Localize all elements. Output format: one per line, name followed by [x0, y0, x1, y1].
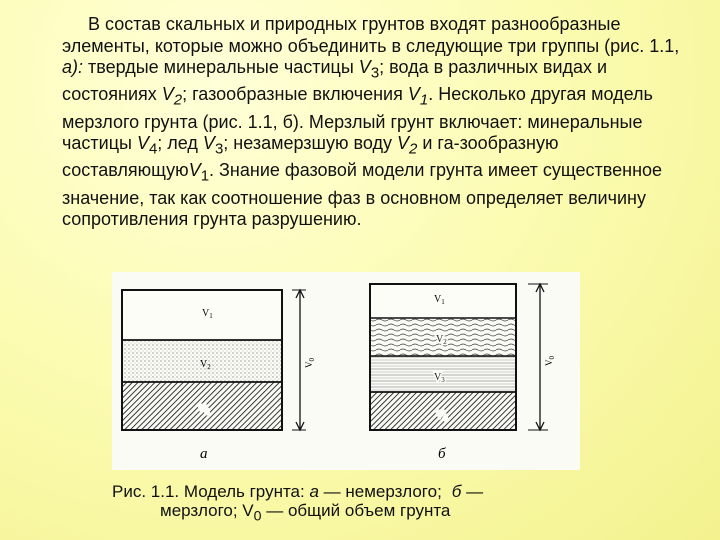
- intro-segment: 3: [370, 64, 380, 82]
- caption-a-text: — немерзлого;: [318, 482, 442, 501]
- intro-segment: а):: [62, 57, 84, 78]
- soil-phase-figure: [112, 272, 580, 470]
- caption-letter-b: б: [451, 482, 462, 501]
- intro-segment: В состав скальных и природных грунтов входят разнообразные элементы, которые можно объединить в следующие три группы (рис. 1.1,: [62, 14, 680, 56]
- label-left-v2: $V_2$: [200, 359, 211, 371]
- layer-ice: [370, 356, 516, 392]
- intro-segment: V: [396, 133, 409, 154]
- intro-segment: 2: [173, 91, 183, 109]
- intro-segment: V: [202, 133, 215, 154]
- intro-segment: ; газообразные включения: [182, 84, 408, 105]
- diagram-letter-a: а: [200, 446, 208, 462]
- intro-segment: . Несколько другая модель мерзлого грунта (рис. 1.1, б). Мерзлый грунт включает: минеральные частицы: [62, 84, 653, 154]
- intro-segment: 1: [419, 91, 429, 109]
- caption-prefix: Рис. 1.1. Модель грунта:: [112, 482, 310, 501]
- intro-segment: ; вода в различных видах и состояниях: [62, 57, 608, 105]
- diagram-letter-b: б: [438, 446, 446, 462]
- intro-text: [62, 14, 702, 231]
- label-left-v1: $V_1$: [202, 308, 213, 320]
- caption-b-text: —: [461, 482, 484, 501]
- caption-line-2: [112, 501, 582, 526]
- caption-subscript: 0: [253, 508, 262, 525]
- intro-segment: 1: [200, 167, 210, 185]
- dim-right-v0: $V_0$: [544, 356, 556, 366]
- intro-segment: 2: [409, 140, 418, 158]
- label-right-v1: $V_1$: [434, 294, 445, 306]
- intro-segment: V: [358, 57, 371, 78]
- diagram-frozen: [370, 284, 556, 462]
- label-left-v3: $V_3$: [198, 404, 209, 416]
- intro-segment: ; лед: [157, 133, 203, 154]
- figure-caption: [112, 482, 582, 526]
- intro-segment: V: [407, 84, 420, 105]
- intro-segment: твердые минеральные частицы: [83, 57, 359, 78]
- caption-letter-a: а: [309, 482, 319, 501]
- intro-segment: 4: [148, 140, 158, 158]
- caption-line2-pre: мерзлого; V: [160, 501, 254, 520]
- diagram-unfrozen: [122, 290, 316, 462]
- label-right-v2: $V_2$: [436, 334, 447, 346]
- dim-left-v0: $V_0$: [304, 358, 316, 368]
- intro-segment: и га-зообразную составляющую: [62, 133, 559, 181]
- caption-line-1: [112, 482, 582, 501]
- label-right-v3: $V_3$: [434, 372, 445, 384]
- intro-segment: ; незамерзшую воду: [223, 133, 397, 154]
- caption-line2-post: — общий объем грунта: [261, 501, 451, 520]
- intro-paragraph: [62, 14, 702, 231]
- label-right-v4: $V_4$: [436, 410, 447, 422]
- intro-segment: . Знание фазовой модели грунта имеет существенное значение, так как соотношение фаз в основном определяет величину сопротивления грунта разрушению.: [62, 160, 663, 230]
- intro-segment: 3: [214, 140, 224, 158]
- intro-segment: V: [136, 133, 149, 154]
- intro-segment: V: [161, 84, 174, 105]
- intro-segment: V: [188, 160, 201, 181]
